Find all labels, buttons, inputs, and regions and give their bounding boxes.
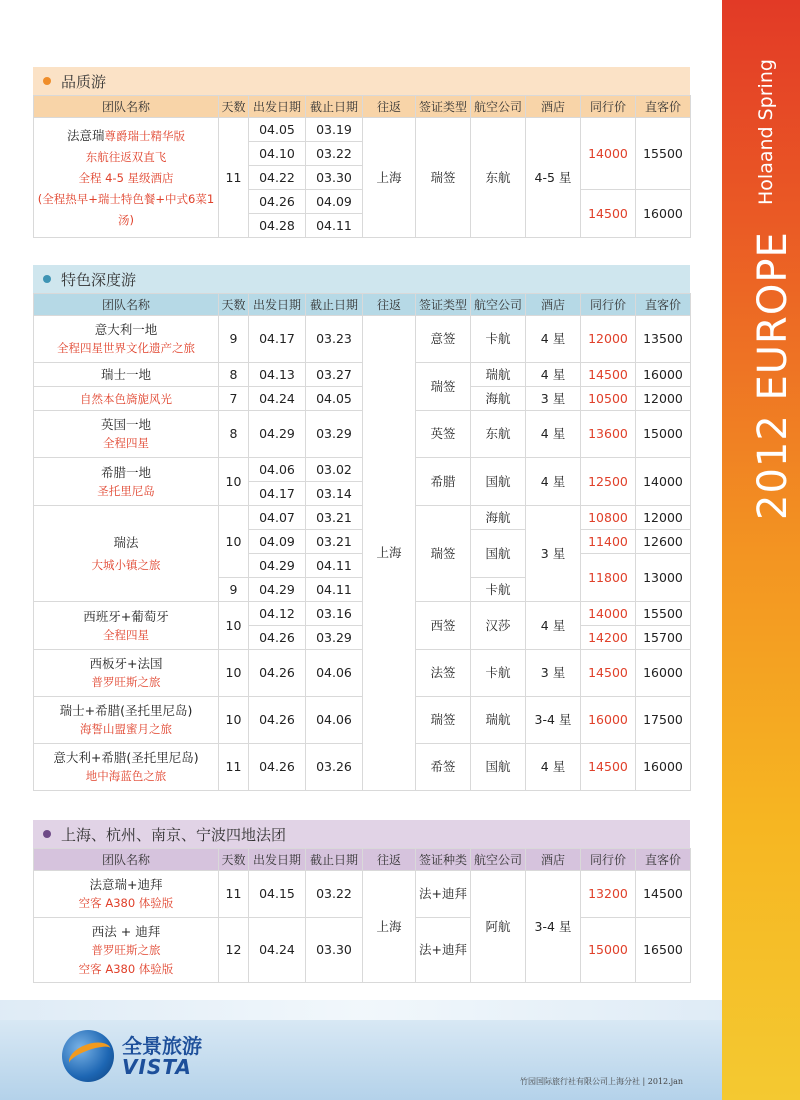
deadline-date: 04.11: [306, 578, 363, 602]
visa: 瑞签: [416, 363, 471, 411]
col-direct-price: 直客价: [636, 849, 691, 871]
hotel: 3 星: [526, 387, 581, 411]
days: 9: [219, 316, 249, 363]
globe-icon: [62, 1030, 114, 1082]
table-row: [34, 697, 691, 744]
tour-name: 意大利一地: [94, 322, 158, 337]
airline: 卡航: [471, 650, 526, 697]
airline: 汉莎: [471, 602, 526, 650]
direct-price: 14000: [636, 458, 691, 506]
peer-price: 14000: [581, 118, 636, 190]
tour-name-cell: [34, 316, 219, 363]
route: 上海: [363, 316, 416, 791]
direct-price: 16000: [636, 363, 691, 387]
col-peer-price: 同行价: [581, 294, 636, 316]
tour-name-cell: [34, 918, 219, 983]
col-airline: 航空公司: [471, 294, 526, 316]
col-name: 团队名称: [34, 849, 219, 871]
peer-price: 16000: [581, 697, 636, 744]
tour-name-cell: [34, 871, 219, 918]
table-row: [34, 744, 691, 791]
header-row: [34, 96, 691, 118]
depart-date: 04.22: [249, 166, 306, 190]
visa: 英签: [416, 411, 471, 458]
section-header: [33, 67, 690, 95]
col-depart: 出发日期: [249, 96, 306, 118]
direct-price: 16000: [636, 190, 691, 238]
depart-date: 04.24: [249, 918, 306, 983]
tour-name-cell: [34, 458, 219, 506]
tour-name: 西板牙+法国: [89, 656, 163, 671]
tour-name: 希腊一地: [100, 464, 151, 480]
col-visa: 签证类型: [416, 96, 471, 118]
section-title: 上海、杭州、南京、宁波四地法团: [61, 825, 287, 844]
airline: 瑞航: [471, 697, 526, 744]
days: 10: [219, 458, 249, 506]
direct-price: 15000: [636, 411, 691, 458]
table-row: [34, 387, 691, 411]
col-depart: 出发日期: [249, 849, 306, 871]
depart-date: 04.26: [249, 744, 306, 791]
deadline-date: 03.02: [306, 458, 363, 482]
visa: 瑞签: [416, 697, 471, 744]
days: 10: [219, 602, 249, 650]
deadline-date: 04.05: [306, 387, 363, 411]
depart-date: 04.17: [249, 316, 306, 363]
depart-date: 04.26: [249, 697, 306, 744]
deadline-date: 03.30: [306, 166, 363, 190]
peer-price: 10500: [581, 387, 636, 411]
deadline-date: 03.21: [306, 530, 363, 554]
hotel: 4 星: [526, 744, 581, 791]
visa: 法签: [416, 650, 471, 697]
tour-subtitle: 空客 A380 体验版: [78, 896, 174, 910]
logo-english: VISTA: [122, 1055, 192, 1079]
direct-price: 12600: [636, 530, 691, 554]
table-row: [34, 871, 691, 918]
col-visa: 签证类型: [416, 294, 471, 316]
footer-note: 竹园国际旅行社有限公司上海分社 | 2012.jan: [520, 1077, 684, 1086]
deadline-date: 03.22: [306, 142, 363, 166]
days: 10: [219, 697, 249, 744]
deadline-date: 03.22: [306, 871, 363, 918]
tour-name-cell: [34, 650, 219, 697]
peer-price: 14500: [581, 190, 636, 238]
tour-name: 意大利+希腊(圣托里尼岛): [53, 750, 199, 765]
tour-name-cell: [34, 744, 219, 791]
col-route: 往返: [363, 96, 416, 118]
col-deadline: 截止日期: [306, 96, 363, 118]
days: 10: [219, 506, 249, 578]
col-direct-price: 直客价: [636, 294, 691, 316]
table-row: [34, 458, 691, 482]
table-row: [34, 506, 691, 530]
hotel: 4 星: [526, 602, 581, 650]
tour-name: 西法 + 迪拜: [91, 923, 161, 939]
airline: 国航: [471, 530, 526, 578]
col-deadline: 截止日期: [306, 294, 363, 316]
bullet-icon: [43, 830, 51, 838]
tour-subtitle: 地中海蓝色之旅: [85, 769, 167, 783]
deadline-date: 04.06: [306, 650, 363, 697]
direct-price: 17500: [636, 697, 691, 744]
tour-table: [33, 848, 691, 983]
visa: 瑞签: [416, 118, 471, 238]
depart-date: 04.15: [249, 871, 306, 918]
tour-name: 英国一地: [100, 417, 151, 432]
deadline-date: 04.09: [306, 190, 363, 214]
peer-price: 11400: [581, 530, 636, 554]
airline: 东航: [471, 118, 526, 238]
depart-date: 04.05: [249, 118, 306, 142]
col-airline: 航空公司: [471, 849, 526, 871]
tour-table: [33, 293, 691, 791]
depart-date: 04.26: [249, 190, 306, 214]
airline: 东航: [471, 411, 526, 458]
deadline-date: 04.06: [306, 697, 363, 744]
tour-name-cell: [34, 411, 219, 458]
col-name: 团队名称: [34, 294, 219, 316]
deadline-date: 03.26: [306, 744, 363, 791]
side-subtitle: Holaand Spring: [755, 59, 777, 205]
deadline-date: 04.11: [306, 214, 363, 238]
direct-price: 13000: [636, 554, 691, 602]
tour-name: 瑞法: [113, 534, 139, 550]
airline: 国航: [471, 458, 526, 506]
depart-date: 04.17: [249, 482, 306, 506]
peer-price: 11800: [581, 554, 636, 602]
days: 10: [219, 650, 249, 697]
direct-price: 13500: [636, 316, 691, 363]
airline: 海航: [471, 506, 526, 530]
direct-price: 16000: [636, 744, 691, 791]
hotel: 3-4 星: [526, 871, 581, 983]
tour-name-cell: [34, 602, 219, 650]
depart-date: 04.29: [249, 554, 306, 578]
visa: 西签: [416, 602, 471, 650]
depart-date: 04.24: [249, 387, 306, 411]
section-quality-tour: [33, 67, 690, 238]
route: 上海: [363, 871, 416, 983]
section-title: 特色深度游: [61, 270, 137, 289]
visa: 法+迪拜: [416, 871, 471, 918]
col-route: 往返: [363, 849, 416, 871]
visa: 意签: [416, 316, 471, 363]
col-days: 天数: [219, 294, 249, 316]
peer-price: 14500: [581, 650, 636, 697]
hotel: 3 星: [526, 650, 581, 697]
visa: 希签: [416, 744, 471, 791]
header-row: [34, 849, 691, 871]
airline: 国航: [471, 744, 526, 791]
tour-line: 全程 4-5 星级酒店: [78, 170, 174, 185]
depart-date: 04.09: [249, 530, 306, 554]
direct-price: 15500: [636, 118, 691, 190]
hotel: 4-5 星: [526, 118, 581, 238]
hotel: 4 星: [526, 458, 581, 506]
peer-price: 14000: [581, 602, 636, 626]
direct-price: 12000: [636, 387, 691, 411]
visa: 瑞签: [416, 506, 471, 602]
col-hotel: 酒店: [526, 96, 581, 118]
peer-price: 14500: [581, 744, 636, 791]
tour-subtitle: 空客 A380 体验版: [78, 961, 174, 976]
depart-date: 04.13: [249, 363, 306, 387]
tour-subtitle: 全程四星世界文化遗产之旅: [57, 341, 195, 355]
days: 8: [219, 411, 249, 458]
col-days: 天数: [219, 96, 249, 118]
route: 上海: [363, 118, 416, 238]
logo-chinese: 全景旅游: [122, 1034, 202, 1058]
section-title: 品质游: [61, 72, 107, 91]
table-row: [34, 918, 691, 983]
direct-price: 12000: [636, 506, 691, 530]
days: 9: [219, 578, 249, 602]
tour-name-cell: [34, 506, 219, 602]
col-depart: 出发日期: [249, 294, 306, 316]
tour-name: 法意瑞+迪拜: [89, 877, 163, 892]
deadline-date: 03.16: [306, 602, 363, 626]
vista-logo: [62, 1030, 202, 1082]
depart-date: 04.29: [249, 578, 306, 602]
tour-name-cell: [34, 118, 219, 238]
direct-price: 16500: [636, 918, 691, 983]
depart-date: 04.10: [249, 142, 306, 166]
deadline-date: 03.27: [306, 363, 363, 387]
depart-date: 04.07: [249, 506, 306, 530]
airline: 卡航: [471, 578, 526, 602]
direct-price: 16000: [636, 650, 691, 697]
tour-name: 瑞士+希腊(圣托里尼岛): [59, 703, 193, 718]
tour-line: 东航往返双直飞: [85, 149, 167, 164]
deadline-date: 03.29: [306, 411, 363, 458]
depart-date: 04.26: [249, 626, 306, 650]
col-peer-price: 同行价: [581, 96, 636, 118]
col-hotel: 酒店: [526, 849, 581, 871]
peer-price: 13200: [581, 871, 636, 918]
tour-subtitle: 海誓山盟蜜月之旅: [80, 722, 172, 736]
visa: 法+迪拜: [416, 918, 471, 983]
table-row: [34, 411, 691, 458]
peer-price: 10800: [581, 506, 636, 530]
table-row: [34, 602, 691, 626]
table-row: [34, 363, 691, 387]
days: 12: [219, 918, 249, 983]
days: 7: [219, 387, 249, 411]
col-deadline: 截止日期: [306, 849, 363, 871]
section-header: [33, 820, 690, 848]
tour-edition: 尊爵瑞士精华版: [104, 128, 185, 143]
depart-date: 04.06: [249, 458, 306, 482]
direct-price: 14500: [636, 871, 691, 918]
deadline-date: 03.14: [306, 482, 363, 506]
peer-price: 13600: [581, 411, 636, 458]
tour-subtitle: 圣托里尼岛: [97, 483, 155, 498]
header-row: [34, 294, 691, 316]
col-direct-price: 直客价: [636, 96, 691, 118]
tour-subtitle: 普罗旺斯之旅: [91, 675, 161, 689]
col-peer-price: 同行价: [581, 849, 636, 871]
tour-subtitle: 大城小镇之旅: [91, 557, 161, 572]
tour-name: 法意瑞: [66, 127, 105, 143]
tour-name: 瑞士一地: [34, 363, 219, 387]
deadline-date: 03.29: [306, 626, 363, 650]
table-row: [34, 118, 691, 142]
col-days: 天数: [219, 849, 249, 871]
deadline-date: 03.30: [306, 918, 363, 983]
tour-name-cell: [34, 697, 219, 744]
section-special-tour: [33, 265, 690, 791]
peer-price: 12000: [581, 316, 636, 363]
tour-name: 西班牙+葡萄牙: [83, 608, 169, 624]
tour-subtitle: 全程四星: [103, 627, 149, 642]
tour-subtitle: 普罗旺斯之旅: [91, 942, 161, 957]
peer-price: 12500: [581, 458, 636, 506]
side-title: 2012 EUROPE: [750, 231, 796, 520]
col-hotel: 酒店: [526, 294, 581, 316]
col-route: 往返: [363, 294, 416, 316]
peer-price: 14200: [581, 626, 636, 650]
hotel: 3-4 星: [526, 697, 581, 744]
col-visa: 签证种类: [416, 849, 471, 871]
section-four-city-france-tour: [33, 820, 690, 983]
col-airline: 航空公司: [471, 96, 526, 118]
bullet-icon: [43, 77, 51, 85]
visa: 希腊: [416, 458, 471, 506]
airline: 瑞航: [471, 363, 526, 387]
deadline-date: 03.19: [306, 118, 363, 142]
bullet-icon: [43, 275, 51, 283]
hotel: 4 星: [526, 363, 581, 387]
days: 8: [219, 363, 249, 387]
table-row: [34, 316, 691, 363]
airline: 阿航: [471, 871, 526, 983]
hotel: 4 星: [526, 411, 581, 458]
depart-date: 04.28: [249, 214, 306, 238]
deadline-date: 03.21: [306, 506, 363, 530]
tour-line: (全程热早+瑞士特色餐+中式6菜1汤): [37, 191, 215, 227]
deadline-date: 03.23: [306, 316, 363, 363]
airline: 海航: [471, 387, 526, 411]
peer-price: 15000: [581, 918, 636, 983]
days: 11: [219, 871, 249, 918]
direct-price: 15500: [636, 602, 691, 626]
tour-table: [33, 95, 691, 238]
depart-date: 04.26: [249, 650, 306, 697]
table-row: [34, 650, 691, 697]
airline: 卡航: [471, 316, 526, 363]
hotel: 4 星: [526, 316, 581, 363]
deadline-date: 04.11: [306, 554, 363, 578]
depart-date: 04.29: [249, 411, 306, 458]
col-name: 团队名称: [34, 96, 219, 118]
direct-price: 15700: [636, 626, 691, 650]
tour-subtitle: 全程四星: [103, 436, 149, 450]
peer-price: 14500: [581, 363, 636, 387]
tour-subtitle: 自然本色旖旎风光: [34, 387, 219, 411]
days: 11: [219, 744, 249, 791]
hotel: 3 星: [526, 506, 581, 602]
days: 11: [219, 118, 249, 238]
section-header: [33, 265, 690, 293]
depart-date: 04.12: [249, 602, 306, 626]
